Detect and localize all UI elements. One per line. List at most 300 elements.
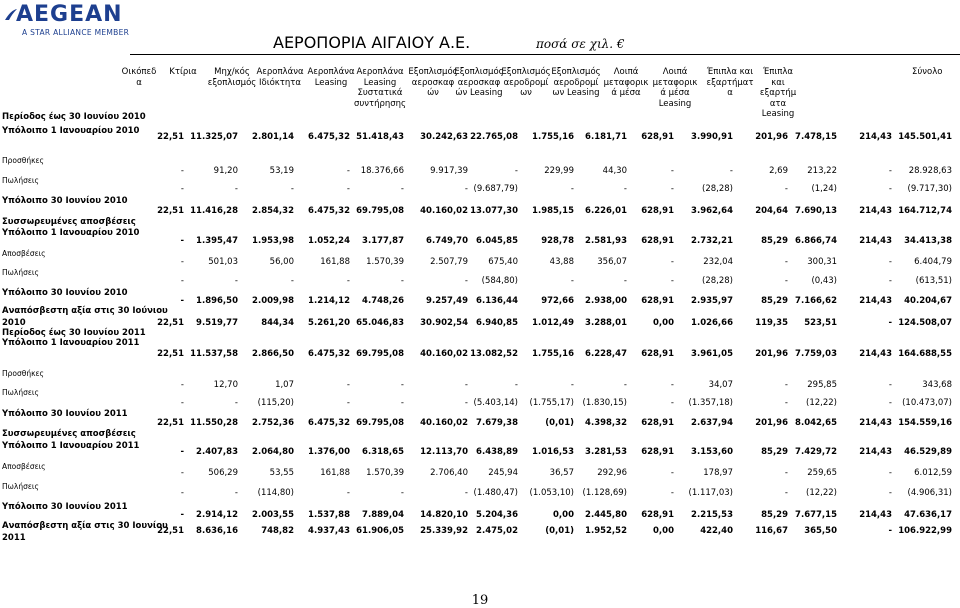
table-cell: 6.404,79 xyxy=(914,257,952,267)
table-cell: - xyxy=(670,276,674,286)
table-cell: 46.529,89 xyxy=(904,447,952,457)
table-cell: - xyxy=(180,488,184,498)
table-cell: (114,80) xyxy=(257,488,294,498)
table-cell: (9.687,79) xyxy=(473,184,518,194)
currency-note: ποσά σε χιλ. € xyxy=(536,37,625,51)
column-header-line: ά μέσα xyxy=(660,88,690,98)
table-cell: 11.537,58 xyxy=(190,349,238,359)
aegean-logo xyxy=(10,2,180,38)
table-cell: - xyxy=(888,184,892,194)
column-header-line: Εξοπλισμός xyxy=(551,67,601,77)
table-cell: - xyxy=(670,380,674,390)
column-header-line: Εξοπλισμός xyxy=(408,67,458,77)
table-cell: 40.160,02 xyxy=(420,349,468,359)
table-cell: 7.679,38 xyxy=(476,418,518,428)
table-cell: 1.026,66 xyxy=(691,318,733,328)
column-header-line: Συστατικά xyxy=(357,88,403,98)
table-cell: 204,64 xyxy=(755,206,788,216)
column-header-line: Εξοπλισμός xyxy=(501,67,551,77)
table-cell: 56,00 xyxy=(269,257,294,267)
column-header-line: Σύνολο xyxy=(912,67,943,77)
table-cell: 7.690,13 xyxy=(795,206,837,216)
table-cell: - xyxy=(570,184,574,194)
column-header-line: Έπιπλα xyxy=(762,67,794,77)
table-cell: - xyxy=(784,257,788,267)
row-label: Αποσβέσεις xyxy=(2,249,46,258)
table-cell: 1.052,24 xyxy=(308,236,350,246)
table-cell: - xyxy=(670,257,674,267)
table-cell: - xyxy=(464,276,468,286)
table-cell: 2.935,97 xyxy=(691,296,733,306)
table-cell: 1.755,16 xyxy=(532,349,574,359)
table-cell: - xyxy=(729,166,733,176)
table-cell: 43,88 xyxy=(549,257,574,267)
table-cell: 628,91 xyxy=(641,296,674,306)
table-cell: (28,28) xyxy=(702,276,733,286)
table-cell: 3.281,53 xyxy=(585,447,627,457)
table-cell: 1.016,53 xyxy=(532,447,574,457)
table-cell: 6.318,65 xyxy=(362,447,404,457)
header-rule xyxy=(130,54,960,55)
table-cell: 7.478,15 xyxy=(795,132,837,142)
table-cell: - xyxy=(670,398,674,408)
table-cell: - xyxy=(888,380,892,390)
table-cell: 2.801,14 xyxy=(252,132,294,142)
table-cell: 11.325,07 xyxy=(190,132,238,142)
table-cell: - xyxy=(888,526,892,536)
column-header-line: Λοιπά xyxy=(662,67,688,77)
column-header xyxy=(546,67,606,99)
table-cell: 1.985,15 xyxy=(532,206,574,216)
table-cell: 2,69 xyxy=(769,166,788,176)
table-cell: 161,88 xyxy=(320,468,350,478)
table-cell: 18.376,66 xyxy=(360,166,404,176)
table-cell: 6.438,89 xyxy=(476,447,518,457)
table-cell: 201,96 xyxy=(755,349,788,359)
table-row xyxy=(0,132,960,144)
table-cell: 6.475,32 xyxy=(308,418,350,428)
table-cell: 164.712,74 xyxy=(898,206,952,216)
table-cell: 6.012,59 xyxy=(914,468,952,478)
table-cell: 501,03 xyxy=(208,257,238,267)
table-row xyxy=(0,418,960,430)
table-cell: - xyxy=(234,488,238,498)
table-cell: 214,43 xyxy=(859,206,892,216)
table-cell: 13.077,30 xyxy=(470,206,518,216)
column-header-line: Leasing xyxy=(314,77,348,88)
table-cell: 22,51 xyxy=(157,132,184,142)
table-row xyxy=(0,398,960,410)
table-cell: (613,51) xyxy=(915,276,952,286)
table-cell: - xyxy=(400,276,404,286)
column-header-line: α xyxy=(136,77,142,88)
table-cell: 22,51 xyxy=(157,349,184,359)
table-cell: 1.376,00 xyxy=(308,447,350,457)
table-cell: - xyxy=(180,468,184,478)
table-cell: 13.082,52 xyxy=(470,349,518,359)
row-label: Προσθήκες xyxy=(2,156,44,165)
column-header-line: εξαρτήματ xyxy=(706,77,754,88)
table-cell: 1.952,52 xyxy=(585,526,627,536)
table-cell: 232,04 xyxy=(703,257,733,267)
table-cell: 25.339,92 xyxy=(420,526,468,536)
table-cell: - xyxy=(180,398,184,408)
table-cell: 2.752,36 xyxy=(252,418,294,428)
table-cell: 69.795,08 xyxy=(356,349,404,359)
table-cell: 6.181,71 xyxy=(585,132,627,142)
table-cell: 4.398,32 xyxy=(585,418,627,428)
table-cell: 0,00 xyxy=(653,526,674,536)
table-cell: 343,68 xyxy=(922,380,952,390)
table-row xyxy=(0,447,960,459)
column-header xyxy=(912,67,960,78)
table-cell: 356,07 xyxy=(597,257,627,267)
row-label: Αναπόσβεστη αξία στις 30 Ιουνίου xyxy=(2,521,168,531)
column-header-line: Οικόπεδ xyxy=(121,67,157,77)
table-row xyxy=(0,166,960,178)
table-cell: - xyxy=(670,166,674,176)
page-number: 19 xyxy=(471,593,489,608)
table-cell: 245,94 xyxy=(488,468,518,478)
column-header-line: Αεροπλάνα xyxy=(356,67,404,77)
row-label: 2010 xyxy=(2,318,26,328)
row-label: Πωλήσεις xyxy=(2,388,39,397)
table-cell: - xyxy=(888,488,892,498)
table-cell: 116,67 xyxy=(755,526,788,536)
column-header-line: εξοπλισμός xyxy=(207,77,257,88)
table-cell: 1.570,39 xyxy=(366,468,404,478)
table-cell: (1.128,69) xyxy=(582,488,627,498)
row-label: Προσθήκες xyxy=(2,369,44,378)
table-cell: - xyxy=(570,380,574,390)
table-cell: 34,07 xyxy=(708,380,733,390)
table-cell: 7.166,62 xyxy=(795,296,837,306)
table-cell: - xyxy=(464,380,468,390)
table-cell: 214,43 xyxy=(859,447,892,457)
table-cell: 14.820,10 xyxy=(420,510,468,520)
table-cell: 3.962,64 xyxy=(691,206,733,216)
table-cell: 2.475,02 xyxy=(476,526,518,536)
table-cell: 85,29 xyxy=(761,510,788,520)
table-cell: - xyxy=(346,166,350,176)
table-cell: 3.177,87 xyxy=(362,236,404,246)
table-cell: (12,22) xyxy=(806,488,837,498)
table-cell: 2.003,55 xyxy=(252,510,294,520)
table-cell: 6.475,32 xyxy=(308,349,350,359)
table-row xyxy=(0,468,960,480)
table-cell: (5.403,14) xyxy=(473,398,518,408)
column-header-line: αεροσκαφ xyxy=(411,77,455,88)
table-cell: 124.508,07 xyxy=(898,318,952,328)
table-cell: - xyxy=(888,318,892,328)
row-label: Πωλήσεις xyxy=(2,176,39,185)
table-cell: 44,30 xyxy=(602,166,627,176)
table-cell: - xyxy=(888,166,892,176)
table-row xyxy=(0,206,960,218)
table-cell: 6.045,85 xyxy=(476,236,518,246)
table-cell: - xyxy=(290,276,294,286)
table-cell: 53,55 xyxy=(269,468,294,478)
table-cell: 1.214,12 xyxy=(308,296,350,306)
table-cell: - xyxy=(180,510,184,520)
logo-tagline: A STAR ALLIANCE MEMBER xyxy=(22,28,130,37)
column-header-line: Αεροπλάνα xyxy=(307,67,355,77)
table-cell: 91,20 xyxy=(213,166,238,176)
column-header xyxy=(647,67,703,109)
table-cell: 22,51 xyxy=(157,318,184,328)
table-cell: 85,29 xyxy=(761,447,788,457)
row-label: Συσσωρευμένες αποσβέσεις xyxy=(2,429,136,439)
table-cell: - xyxy=(784,380,788,390)
row-label: Υπόλοιπο 30 Ιουνίου 2010 xyxy=(2,288,128,298)
table-cell: 5.261,20 xyxy=(308,318,350,328)
table-cell: 3.961,05 xyxy=(691,349,733,359)
table-cell: 628,91 xyxy=(641,236,674,246)
table-cell: - xyxy=(784,276,788,286)
page-title: ΑΕΡΟΠΟΡΙΑ ΑΙΓΑΙΟΥ Α.Ε. xyxy=(273,33,471,52)
column-header xyxy=(350,67,410,109)
column-header-line: ων Leasing xyxy=(552,88,600,98)
table-cell: 6.749,70 xyxy=(426,236,468,246)
table-cell: 40.160,02 xyxy=(420,206,468,216)
table-cell: - xyxy=(180,166,184,176)
table-row xyxy=(0,349,960,361)
table-cell: 30.242,63 xyxy=(420,132,468,142)
table-cell: 145.501,41 xyxy=(898,132,952,142)
table-cell: 1.570,39 xyxy=(366,257,404,267)
table-cell: 2.581,93 xyxy=(585,236,627,246)
table-cell: 119,35 xyxy=(755,318,788,328)
column-header-line: ων xyxy=(520,88,532,98)
table-cell: 69.795,08 xyxy=(356,206,404,216)
table-cell: 214,43 xyxy=(859,132,892,142)
table-cell: 213,22 xyxy=(807,166,837,176)
table-cell: (9.717,30) xyxy=(907,184,952,194)
column-header-line: Λοιπά xyxy=(613,67,639,77)
table-cell: 22.765,08 xyxy=(470,132,518,142)
table-cell: 214,43 xyxy=(859,236,892,246)
table-cell: 214,43 xyxy=(859,510,892,520)
table-cell: - xyxy=(400,380,404,390)
table-cell: 201,96 xyxy=(755,132,788,142)
table-cell: - xyxy=(290,184,294,194)
table-cell: 22,51 xyxy=(157,206,184,216)
table-cell: - xyxy=(464,488,468,498)
table-cell: 3.153,60 xyxy=(691,447,733,457)
column-header-line: Leasing xyxy=(363,77,397,88)
column-header xyxy=(250,67,310,88)
table-cell: - xyxy=(180,380,184,390)
table-cell: 34.413,38 xyxy=(904,236,952,246)
table-cell: 61.906,05 xyxy=(356,526,404,536)
table-cell: 1.953,98 xyxy=(252,236,294,246)
table-cell: 1.755,16 xyxy=(532,132,574,142)
table-cell: 300,31 xyxy=(807,257,837,267)
column-header-line: ατα xyxy=(769,98,787,109)
column-header-line: Leasing xyxy=(761,109,795,119)
column-header xyxy=(598,67,654,99)
table-cell: 53,19 xyxy=(269,166,294,176)
table-cell: - xyxy=(346,398,350,408)
column-header-line: αεροδρομί xyxy=(553,77,599,88)
table-cell: 2.507,79 xyxy=(430,257,468,267)
row-label: Υπόλοιπο 30 Ιουνίου 2010 xyxy=(2,196,128,206)
table-cell: 422,40 xyxy=(700,526,733,536)
table-row xyxy=(0,380,960,392)
table-cell: 2.407,83 xyxy=(196,447,238,457)
table-cell: (0,43) xyxy=(811,276,837,286)
table-cell: - xyxy=(623,184,627,194)
column-header-line: και xyxy=(771,77,785,88)
column-header-line: ών Leasing xyxy=(455,88,503,98)
table-row xyxy=(0,276,960,288)
table-cell: (115,20) xyxy=(257,398,294,408)
column-header-line: αεροδρομί xyxy=(503,77,549,88)
table-cell: (1.357,18) xyxy=(688,398,733,408)
row-label: Υπόλοιπο 1 Ιανουαρίου 2011 xyxy=(2,338,140,348)
table-cell: 154.559,16 xyxy=(898,418,952,428)
table-cell: 844,34 xyxy=(261,318,294,328)
table-cell: (1,24) xyxy=(811,184,837,194)
table-cell: (4.906,31) xyxy=(907,488,952,498)
table-cell: - xyxy=(234,184,238,194)
column-header-line: Leasing xyxy=(658,98,692,109)
table-cell: - xyxy=(888,398,892,408)
table-cell: 1.012,49 xyxy=(532,318,574,328)
table-cell: (0,01) xyxy=(545,418,574,428)
table-cell: (1.117,03) xyxy=(688,488,733,498)
table-cell: - xyxy=(570,276,574,286)
column-header-line: Ιδιόκτητα xyxy=(258,77,302,88)
table-cell: 12.113,70 xyxy=(420,447,468,457)
table-cell: 22,51 xyxy=(157,526,184,536)
table-row xyxy=(0,526,960,538)
table-cell: 47.636,17 xyxy=(904,510,952,520)
column-header-line: μεταφορικ xyxy=(652,77,698,88)
table-cell: 972,66 xyxy=(541,296,574,306)
table-cell: - xyxy=(888,468,892,478)
column-header xyxy=(700,67,760,99)
table-cell: 178,97 xyxy=(703,468,733,478)
table-cell: 1,07 xyxy=(275,380,294,390)
table-cell: 628,91 xyxy=(641,510,674,520)
column-header-line: αεροσκαφ xyxy=(457,77,501,88)
row-label: Υπόλοιπο 30 Ιουνίου 2011 xyxy=(2,409,128,419)
table-cell: 7.677,15 xyxy=(795,510,837,520)
table-cell: - xyxy=(346,276,350,286)
table-cell: - xyxy=(180,296,184,306)
table-cell: 506,29 xyxy=(208,468,238,478)
table-cell: 30.902,54 xyxy=(420,318,468,328)
row-label: Αποσβέσεις xyxy=(2,462,46,471)
table-cell: 1.395,47 xyxy=(196,236,238,246)
table-cell: 65.046,83 xyxy=(356,318,404,328)
table-cell: - xyxy=(180,257,184,267)
table-cell: 2.706,40 xyxy=(430,468,468,478)
table-cell: 7.759,03 xyxy=(795,349,837,359)
table-cell: - xyxy=(346,184,350,194)
column-header-line: Κτίρια xyxy=(169,67,197,77)
table-cell: 12,70 xyxy=(213,380,238,390)
table-cell: - xyxy=(514,166,518,176)
row-label: Αναπόσβεστη αξία στις 30 Ιούνιου xyxy=(2,306,168,316)
table-cell: 11.550,28 xyxy=(190,418,238,428)
table-cell: 628,91 xyxy=(641,206,674,216)
table-cell: 85,29 xyxy=(761,296,788,306)
table-cell: - xyxy=(234,398,238,408)
column-header-line: Αεροπλάνα xyxy=(256,67,304,77)
table-cell: 9.257,49 xyxy=(426,296,468,306)
column-header-line: Έπιπλα και xyxy=(706,67,754,77)
table-cell: 22,51 xyxy=(157,418,184,428)
table-cell: 628,91 xyxy=(641,132,674,142)
table-cell: - xyxy=(180,276,184,286)
row-label: 2011 xyxy=(2,533,26,543)
table-cell: 295,85 xyxy=(807,380,837,390)
table-cell: 40.160,02 xyxy=(420,418,468,428)
table-cell: 6.136,44 xyxy=(476,296,518,306)
table-cell: 7.889,04 xyxy=(362,510,404,520)
table-cell: 6.866,74 xyxy=(795,236,837,246)
row-label: Υπόλοιπο 1 Ιανουαρίου 2011 xyxy=(2,441,140,451)
table-cell: 2.866,50 xyxy=(252,349,294,359)
table-cell: 28.928,63 xyxy=(908,166,952,176)
table-cell: - xyxy=(888,276,892,286)
table-cell: 2.732,21 xyxy=(691,236,733,246)
table-cell: 292,96 xyxy=(597,468,627,478)
table-cell: 161,88 xyxy=(320,257,350,267)
table-cell: 6.226,01 xyxy=(585,206,627,216)
table-row xyxy=(0,488,960,500)
table-cell: (1.053,10) xyxy=(529,488,574,498)
table-cell: 214,43 xyxy=(859,418,892,428)
table-cell: 4.937,43 xyxy=(308,526,350,536)
table-cell: (1.755,17) xyxy=(529,398,574,408)
table-cell: 214,43 xyxy=(859,349,892,359)
table-cell: 3.288,01 xyxy=(585,318,627,328)
column-header-line: α xyxy=(727,88,733,98)
row-label: Υπόλοιπο 30 Ιουνίου 2011 xyxy=(2,502,128,512)
table-cell: 6.475,32 xyxy=(308,206,350,216)
table-cell: 201,96 xyxy=(755,418,788,428)
table-row xyxy=(0,236,960,248)
row-label: Πωλήσεις xyxy=(2,268,39,277)
table-cell: - xyxy=(234,276,238,286)
table-cell: - xyxy=(784,184,788,194)
table-cell: 6.475,32 xyxy=(308,132,350,142)
table-cell: - xyxy=(670,488,674,498)
table-cell: 2.445,80 xyxy=(585,510,627,520)
table-cell: 5.204,36 xyxy=(476,510,518,520)
table-cell: - xyxy=(670,184,674,194)
table-cell: 40.204,67 xyxy=(904,296,952,306)
column-header-line: εξαρτήμ xyxy=(759,88,797,98)
table-cell: 8.636,16 xyxy=(196,526,238,536)
table-cell: 0,00 xyxy=(653,318,674,328)
table-cell: - xyxy=(400,398,404,408)
row-label: Πωλήσεις xyxy=(2,482,39,491)
table-cell: 164.688,55 xyxy=(898,349,952,359)
table-cell: 11.416,28 xyxy=(190,206,238,216)
table-cell: 748,82 xyxy=(261,526,294,536)
table-cell: 7.429,72 xyxy=(795,447,837,457)
table-cell: - xyxy=(400,488,404,498)
table-cell: 229,99 xyxy=(544,166,574,176)
table-row xyxy=(0,257,960,269)
table-cell: - xyxy=(180,447,184,457)
table-cell: 2.215,53 xyxy=(691,510,733,520)
table-cell: (12,22) xyxy=(806,398,837,408)
